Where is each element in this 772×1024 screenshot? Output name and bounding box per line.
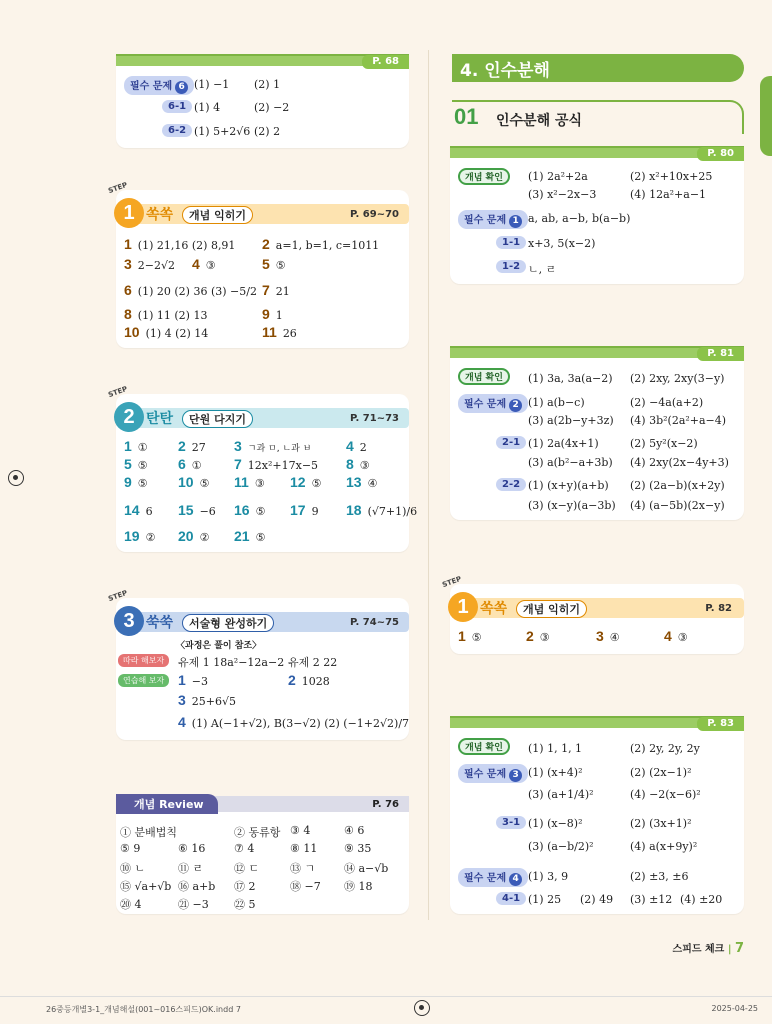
answer: (2) ±3, ±6 <box>630 870 689 883</box>
column-divider <box>428 50 429 920</box>
note: 〈과정은 풀이 참조〉 <box>176 641 262 651</box>
required-problem-label: 필수 문제 2 <box>458 394 528 413</box>
answer: (4) a(x+9y)² <box>630 840 698 853</box>
answer: (1) 4 <box>194 101 221 114</box>
review-title: 개념 Review <box>116 794 218 814</box>
review-item: ⑲ 18 <box>344 880 373 893</box>
answer: (2) (2x−1)² <box>630 766 692 779</box>
list-item: 2 ③ <box>526 628 550 644</box>
list-item: 9 ⑤ <box>124 474 148 490</box>
review-item: ⑥ 16 <box>178 842 206 855</box>
list-item: 2 a=1, b=1, c=1011 <box>262 236 380 252</box>
p81-card <box>450 346 744 520</box>
page-tag: P. 80 <box>697 147 744 161</box>
side-tab <box>760 76 772 156</box>
answer: (3) a(2b−y+3z) <box>528 414 614 427</box>
list-item: 21 ⑤ <box>234 528 266 544</box>
list-item: 17 9 <box>290 502 319 518</box>
answer: (1) −1 <box>194 78 230 91</box>
step-name: 개념 익히기 <box>182 206 253 224</box>
list-item: 3 25+6√5 <box>178 692 237 708</box>
subproblem-label: 6-1 <box>162 100 192 113</box>
step1-card <box>107 180 409 348</box>
list-item: 14 6 <box>124 502 153 518</box>
answer: (1) 25 <box>528 893 562 906</box>
list-item: 1 −3 <box>178 672 209 688</box>
page-tag: P. 68 <box>362 55 409 69</box>
chapter-header <box>452 54 744 82</box>
review-pages: P. 76 <box>372 799 399 810</box>
review-item: ⑭ a−√b <box>344 862 389 875</box>
review-item: ⑯ a+b <box>178 880 216 893</box>
list-item: 9 1 <box>262 306 283 322</box>
list-item: 4 ③ <box>664 628 688 644</box>
type-answer: 유제 1 18a²−12a−2 <box>178 656 285 669</box>
answer: (1) 3, 9 <box>528 870 569 883</box>
practice-badge: 연습해 보자 <box>118 674 169 687</box>
list-item: 15 −6 <box>178 502 216 518</box>
review-item: ③ 4 <box>290 824 311 837</box>
review-item: ⑳ 4 <box>120 898 142 911</box>
review-item: ⑱ −7 <box>290 880 321 893</box>
step-brand: 탄탄 <box>146 411 174 427</box>
p83-card <box>450 716 744 914</box>
answer: (3) (a+1/4)² <box>528 788 594 801</box>
step-label: STEP <box>107 180 129 196</box>
list-item: 1 ⑤ <box>458 628 482 644</box>
list-item: 5 ⑤ <box>262 256 286 272</box>
answer: (2) (2a−b)(x+2y) <box>630 479 725 492</box>
answer: (1) (x−8)² <box>528 817 583 830</box>
step-name: 서술형 완성하기 <box>182 614 274 632</box>
answer: (1) 3a, 3a(a−2) <box>528 372 613 385</box>
step-pages: P. 82 <box>705 603 732 614</box>
list-item: 7 12x²+17x−5 <box>234 456 319 472</box>
subproblem-label: 2-2 <box>496 478 526 491</box>
review-item: ㉒ 5 <box>234 898 256 911</box>
answer: (1) 2a(4x+1) <box>528 437 599 450</box>
step-number: 2 <box>114 402 144 432</box>
list-item: 6 ① <box>178 456 202 472</box>
answer: (2) 49 <box>580 893 614 906</box>
subproblem-label: 1-2 <box>496 260 526 273</box>
review-item: ⑨ 35 <box>344 842 372 855</box>
footer-label: 스피드 체크 <box>672 944 725 955</box>
required-problem-label: 필수 문제 3 <box>458 764 528 783</box>
step-label: STEP <box>441 574 463 590</box>
list-item: 1 (1) 21,16 (2) 8,91 <box>124 236 236 252</box>
section-header <box>452 100 744 134</box>
list-item: 16 ⑤ <box>234 502 266 518</box>
review-item: ⑬ ㄱ <box>290 862 316 875</box>
answer: (2) −2 <box>254 101 290 114</box>
step-pages: P. 71~73 <box>350 413 399 424</box>
answer: (1) 2a²+2a <box>528 170 588 183</box>
p68-card <box>116 54 409 148</box>
list-item: 3 ㄱ과 ㅁ, ㄴ과 ㅂ <box>234 438 312 454</box>
answer: (1) 1, 1, 1 <box>528 742 583 755</box>
answer: (2) 2y, 2y, 2y <box>630 742 700 755</box>
subproblem-label: 1-1 <box>496 236 526 249</box>
review-item: ㉑ −3 <box>178 898 209 911</box>
step-label: STEP <box>107 384 129 400</box>
answer: (3) (a−b/2)² <box>528 840 594 853</box>
concept-check-label: 개념 확인 <box>458 368 510 385</box>
list-item: 20 ② <box>178 528 210 544</box>
answer: (3) x²−2x−3 <box>528 188 597 201</box>
print-file-name: 26중등개별3-1_개념해설(001~016스피드)OK.indd 7 <box>46 1005 241 1014</box>
step-brand: 쏙쏙 <box>146 207 174 223</box>
list-item: 2 27 <box>178 438 206 454</box>
answer: (3) ±12 <box>630 893 673 906</box>
registration-mark-left <box>8 470 24 486</box>
answer: ㄴ, ㄹ <box>528 263 557 276</box>
required-problem-label: 필수 문제 6 <box>124 76 194 95</box>
concept-check-label: 개념 확인 <box>458 738 510 755</box>
answer: (2) 2 <box>254 125 281 138</box>
page-bar <box>116 54 409 66</box>
section-number: 01 <box>454 104 479 129</box>
subproblem-label: 2-1 <box>496 436 526 449</box>
step-brand: 쏙쏙 <box>480 601 508 617</box>
answer: (2) 1 <box>254 78 281 91</box>
p80-card <box>450 146 744 284</box>
review-item: ⑫ ㄷ <box>234 862 260 875</box>
list-item: 5 ⑤ <box>124 456 148 472</box>
print-slug-line <box>0 996 772 997</box>
step2-card <box>107 384 418 552</box>
step-name: 단원 다지기 <box>182 410 253 428</box>
list-item: 19 ② <box>124 528 156 544</box>
list-item: 10 ⑤ <box>178 474 210 490</box>
subproblem-label: 3-1 <box>496 816 526 829</box>
chapter-title: 4. 인수분해 <box>460 61 550 81</box>
subproblem-label: 4-1 <box>496 892 526 905</box>
review-item: ④ 6 <box>344 824 365 837</box>
list-item: 10 (1) 4 (2) 14 <box>124 324 209 340</box>
answer: (4) 3b²(2a²+a−4) <box>630 414 727 427</box>
review-item: ⑰ 2 <box>234 880 256 893</box>
step-name: 개념 익히기 <box>516 600 587 618</box>
subproblem-label: 6-2 <box>162 124 192 137</box>
list-item: 18 (√7+1)/6 <box>346 502 418 518</box>
step1-right-card <box>441 574 744 654</box>
step-number: 1 <box>448 592 478 622</box>
list-item: 8 ③ <box>346 456 370 472</box>
answer: (2) 5y²(x−2) <box>630 437 698 450</box>
answer: (4) −2(x−6)² <box>630 788 701 801</box>
answer: (2) (3x+1)² <box>630 817 692 830</box>
list-item: 11 ③ <box>234 474 265 490</box>
follow-badge: 따라 해보자 <box>118 654 169 667</box>
type-answer: 유제 2 22 <box>288 656 338 669</box>
answer: (3) (x−y)(a−3b) <box>528 499 616 512</box>
review-item: ⑪ ㄹ <box>178 862 204 875</box>
list-item: 11 26 <box>262 324 297 340</box>
required-problem-label: 필수 문제 1 <box>458 210 528 229</box>
page-tag: P. 81 <box>697 347 744 361</box>
step-label: STEP <box>107 588 129 604</box>
list-item: 4 2 <box>346 438 367 454</box>
review-item: ⑤ 9 <box>120 842 141 855</box>
step-pages: P. 74~75 <box>350 617 399 628</box>
concept-check-label: 개념 확인 <box>458 168 510 185</box>
review-item: ① 분배법칙 <box>120 826 178 839</box>
list-item: 4 (1) A(−1+√2), B(3−√2) (2) (−1+2√2)/7 <box>178 714 410 730</box>
answer: (4) 12a²+a−1 <box>630 188 707 201</box>
answer: (1) 5+2√6 <box>194 125 251 138</box>
footer-separator: | <box>727 944 735 955</box>
list-item: 1 ① <box>124 438 148 454</box>
step3-card <box>107 588 410 740</box>
answer: (1) a(b−c) <box>528 396 585 409</box>
list-item: 3 2−2√2 <box>124 256 176 272</box>
review-item: ⑦ 4 <box>234 842 255 855</box>
answer: (4) ±20 <box>680 893 723 906</box>
list-item: 7 21 <box>262 282 290 298</box>
review-card <box>116 796 409 914</box>
page-bar <box>450 146 744 158</box>
list-item: 3 ④ <box>596 628 620 644</box>
page-tag: P. 83 <box>697 717 744 731</box>
list-item: 2 1028 <box>288 672 330 688</box>
page-bar <box>450 716 744 728</box>
review-item: ⑮ √a+√b <box>120 880 172 893</box>
answer: a, ab, a−b, b(a−b) <box>528 212 631 225</box>
answer: (1) (x+4)² <box>528 766 583 779</box>
step-brand: 쑥쑥 <box>146 615 174 631</box>
answer: (4) 2xy(2x−4y+3) <box>630 456 729 469</box>
required-problem-label: 필수 문제 4 <box>458 868 528 887</box>
review-item: ② 동류항 <box>234 826 281 839</box>
review-item: ⑧ 11 <box>290 842 318 855</box>
footer-page: 7 <box>734 941 744 956</box>
section-title: 인수분해 공식 <box>496 113 583 129</box>
registration-mark-bottom <box>414 1000 430 1016</box>
print-date: 2025-04-25 <box>711 1004 758 1013</box>
answer: (2) x²+10x+25 <box>630 170 713 183</box>
review-item: ⑩ ㄴ <box>120 862 146 875</box>
list-item: 8 (1) 11 (2) 13 <box>124 306 208 322</box>
page-bar <box>450 346 744 358</box>
step-number: 1 <box>114 198 144 228</box>
speed-check-footer <box>673 940 744 956</box>
list-item: 6 (1) 20 (2) 36 (3) −5/2 <box>124 282 257 298</box>
answer: x+3, 5(x−2) <box>528 237 596 250</box>
list-item: 13 ④ <box>346 474 378 490</box>
answer: (1) (x+y)(a+b) <box>528 479 609 492</box>
answer: (3) a(b²−a+3b) <box>528 456 613 469</box>
answer: (4) (a−5b)(2x−y) <box>630 499 725 512</box>
list-item: 4 ③ <box>192 256 216 272</box>
step-number: 3 <box>114 606 144 636</box>
answer: (2) −4a(a+2) <box>630 396 704 409</box>
answer: (2) 2xy, 2xy(3−y) <box>630 372 725 385</box>
step-pages: P. 69~70 <box>350 209 399 220</box>
list-item: 12 ⑤ <box>290 474 322 490</box>
